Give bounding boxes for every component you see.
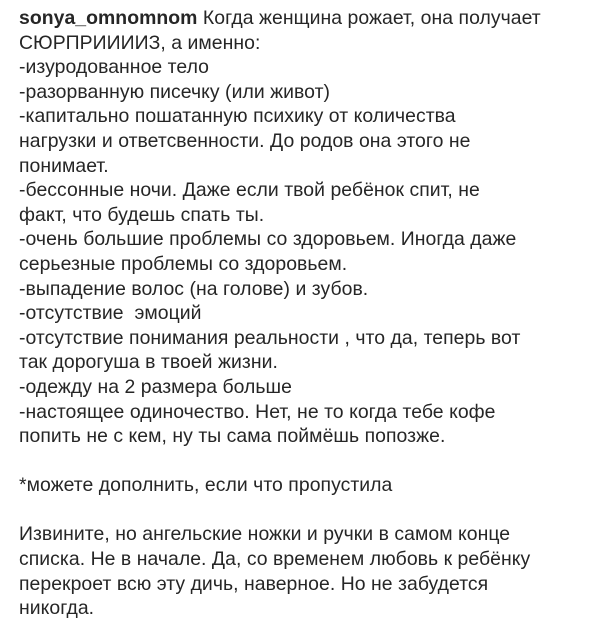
list-item: -отсутствие понимания реальности , что да, теперь вот [19, 326, 521, 349]
list-item: -капитально пошатанную психику от количества [19, 105, 456, 128]
comment-closing-line: никогда. [19, 597, 95, 620]
list-item-continuation: так дорогуша в твоей жизни. [19, 351, 278, 374]
list-item-continuation: факт, что будешь спать ты. [19, 203, 265, 226]
comment-text: Когда женщина рожает, она получает [197, 7, 541, 29]
list-item: -выпадение волос (на голове) и зубов. [19, 277, 369, 300]
list-item: -отсутствие эмоций [19, 302, 202, 325]
list-item: -настоящее одиночество. Нет, не то когда тебе кофе [19, 400, 496, 423]
comment-closing-line: списка. Не в начале. Да, со временем любовь к ребёнку [19, 548, 531, 571]
comment-closing-line: Извините, но ангельские ножки и ручки в самом конце [19, 523, 511, 546]
comment-closing-line: перекроет всю эту дичь, наверное. Но не забудется [19, 572, 489, 595]
list-item-continuation: нагрузки и ответсвенности. До родов она этого не [19, 129, 471, 152]
comment-username[interactable]: sonya_omnomnom [19, 7, 198, 29]
comment-line: СЮРПРИИИИЗ, а именно: [19, 31, 261, 54]
paragraph-gap [19, 449, 586, 474]
list-item: -очень большие проблемы со здоровьем. Иногда даже [19, 228, 517, 251]
list-item: -разорванную писечку (или живот) [19, 80, 331, 103]
list-item: -изуродованное тело [19, 56, 209, 79]
list-item-continuation: попить не с кем, ну ты сама поймёшь попозже. [19, 425, 446, 448]
list-item-continuation: серьезные проблемы со здоровьем. [19, 252, 348, 275]
paragraph-gap [19, 498, 586, 523]
comment-note: *можете дополнить, если что пропустила [19, 474, 393, 497]
list-item: -бессонные ночи. Даже если твой ребёнок спит, не [19, 179, 480, 202]
list-item-continuation: понимает. [19, 154, 109, 177]
comment-first-line [19, 6, 586, 31]
list-item: -одежду на 2 размера больше [19, 375, 292, 398]
